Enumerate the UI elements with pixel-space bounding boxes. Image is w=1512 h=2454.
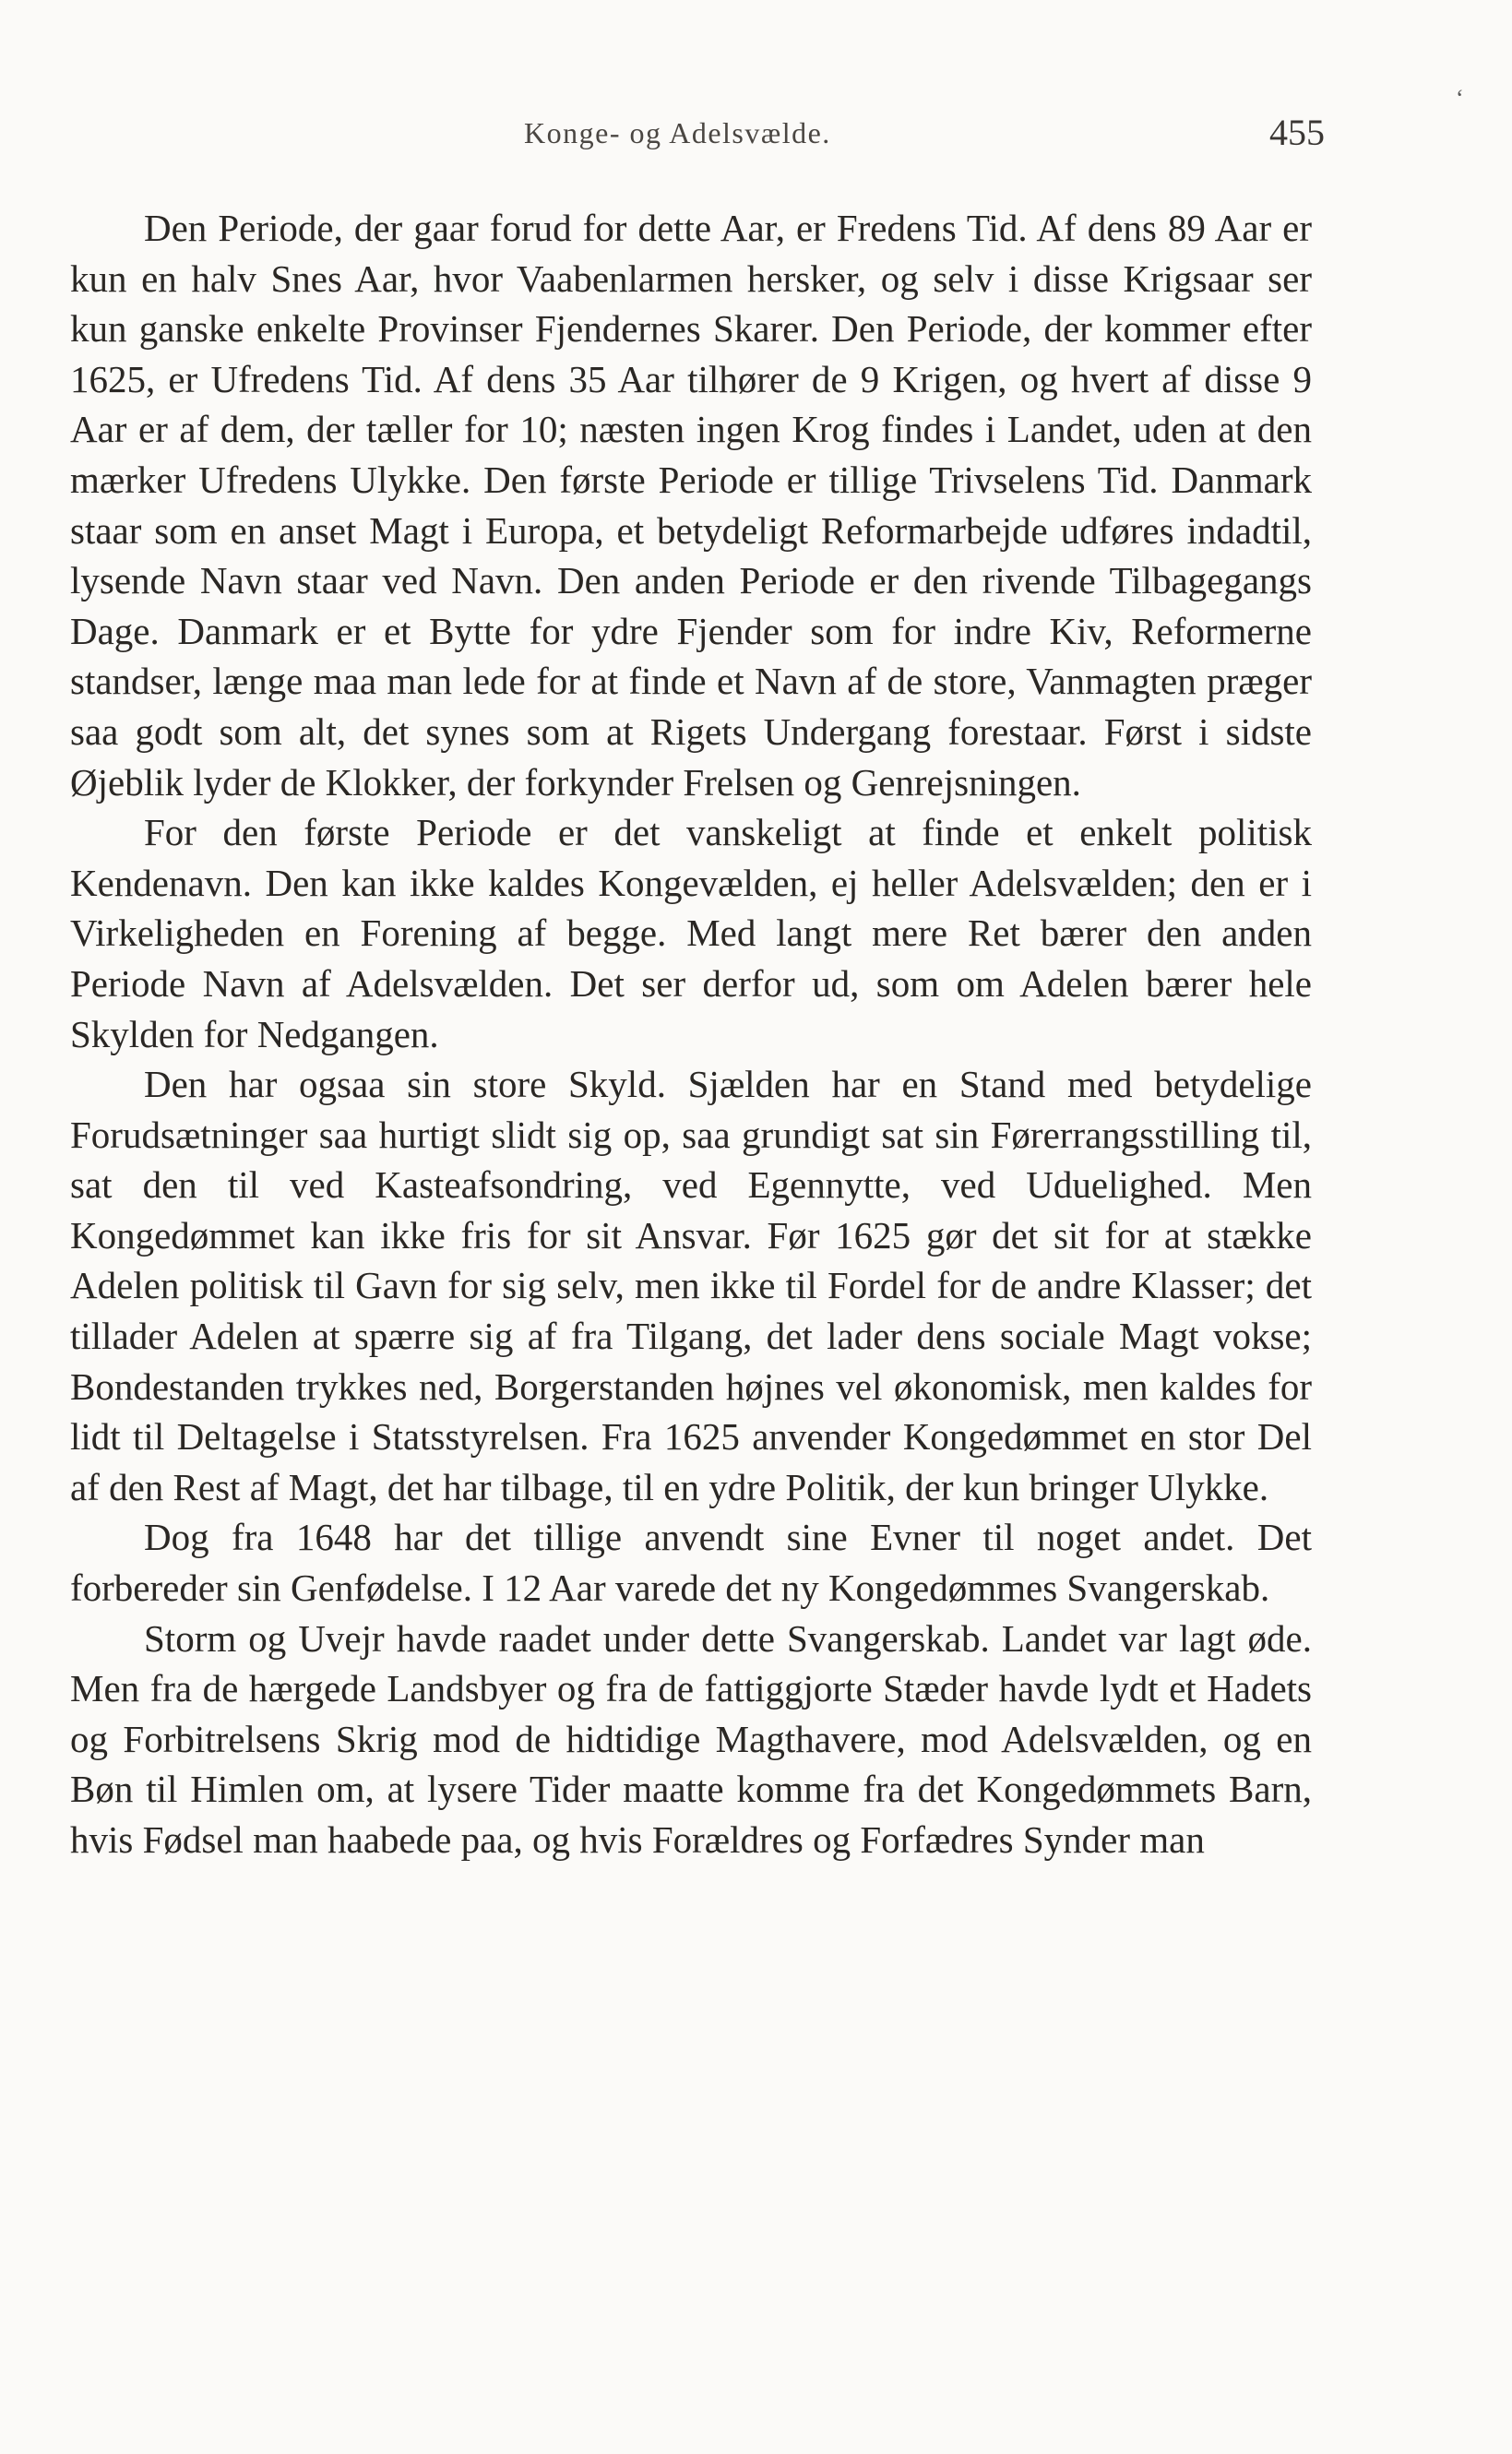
paragraph: For den første Periode er det vanskeligt at finde et enkelt politisk Kendenavn. Den kan ikke kaldes Kongevælden, ej heller Adelsvælden; den er i Virkeligheden en Forening af begge. Med langt mere Ret bærer den anden Periode Navn af Adelsvælden. Det ser derfor ud, som om Adelen bærer hele Skylden for Nedgangen. — [70, 811, 1312, 1055]
paragraph: Den Periode, der gaar forud for dette Aar, er Fredens Tid. Af dens 89 Aar er kun en halv Snes Aar, hvor Vaabenlarmen hersker, og selv i disse Krigsaar ser kun ganske enkelte Provinser Fjendernes Skarer. Den Periode, der kommer efter 1625, er Ufredens Tid. Af dens 35 Aar tilhører de 9 Krigen, og hvert af disse 9 Aar er af dem, der tæller for 10; næsten ingen Krog findes i Landet, uden at den mærker Ufredens Ulykke. Den første Periode er tillige Trivselens Tid. Danmark staar som en anset Magt i Europa, et betydeligt Reformarbejde udføres indadtil, lysende Navn staar ved Navn. Den anden Periode er den rivende Tilbagegangs Dage. Danmark er et Bytte for ydre Fjender som for indre Kiv, Reformerne standser, længe maa man lede for at finde et Navn af de store, Vanmagten præger saa godt som alt, det synes som at Rigets Undergang forestaar. Først i sidste Øjeblik lyder de Klokker, der forkynder Frelsen og Genrejsningen. — [70, 207, 1312, 804]
running-title: Konge- og Adelsvælde. — [524, 116, 831, 149]
paragraph: Dog fra 1648 har det tillige anvendt sine Evner til noget andet. Det forbereder sin Genfødelse. I 12 Aar varede det ny Kongedømmes Svangerskab. — [70, 1516, 1312, 1610]
page-number: 455 — [1269, 112, 1325, 153]
body-text — [70, 203, 1312, 1865]
paragraph: Storm og Uvejr havde raadet under dette Svangerskab. Landet var lagt øde. Men fra de hærgede Landsbyer og fra de fattiggjorte Stæder havde lydt et Hadets og Forbitrelsens Skrig mod de hidtidige Magthavere, mod Adelsvælden, og en Bøn til Himlen om, at lysere Tider maatte komme fra det Kongedømmets Barn, hvis Fødsel man haabede paa, og hvis Forældres og Forfædres Synder man — [70, 1616, 1312, 1861]
corner-mark: ‘ — [1456, 85, 1464, 112]
paragraph: Den har ogsaa sin store Skyld. Sjælden har en Stand med betydelige Forudsætninger saa hurtigt slidt sig op, saa grundigt sat sin Førerrangsstilling til, sat den til ved Kasteafsondring, ved Egennytte, ved Uduelighed. Men Kongedømmet kan ikke fris for sit Ansvar. Før 1625 gør det sit for at stække Adelen politisk til Gavn for sig selv, men ikke til Fordel for de andre Klasser; det tillader Adelen at spærre sig af fra Tilgang, det lader dens sociale Magt vokse; Bondestanden trykkes ned, Borgerstanden højnes vel økonomisk, men kaldes for lidt til Deltagelse i Statsstyrelsen. Fra 1625 anvender Kongedømmet en stor Del af den Rest af Magt, det har tilbage, til en ydre Politik, der kun bringer Ulykke. — [70, 1063, 1312, 1508]
page-header — [0, 111, 1512, 166]
